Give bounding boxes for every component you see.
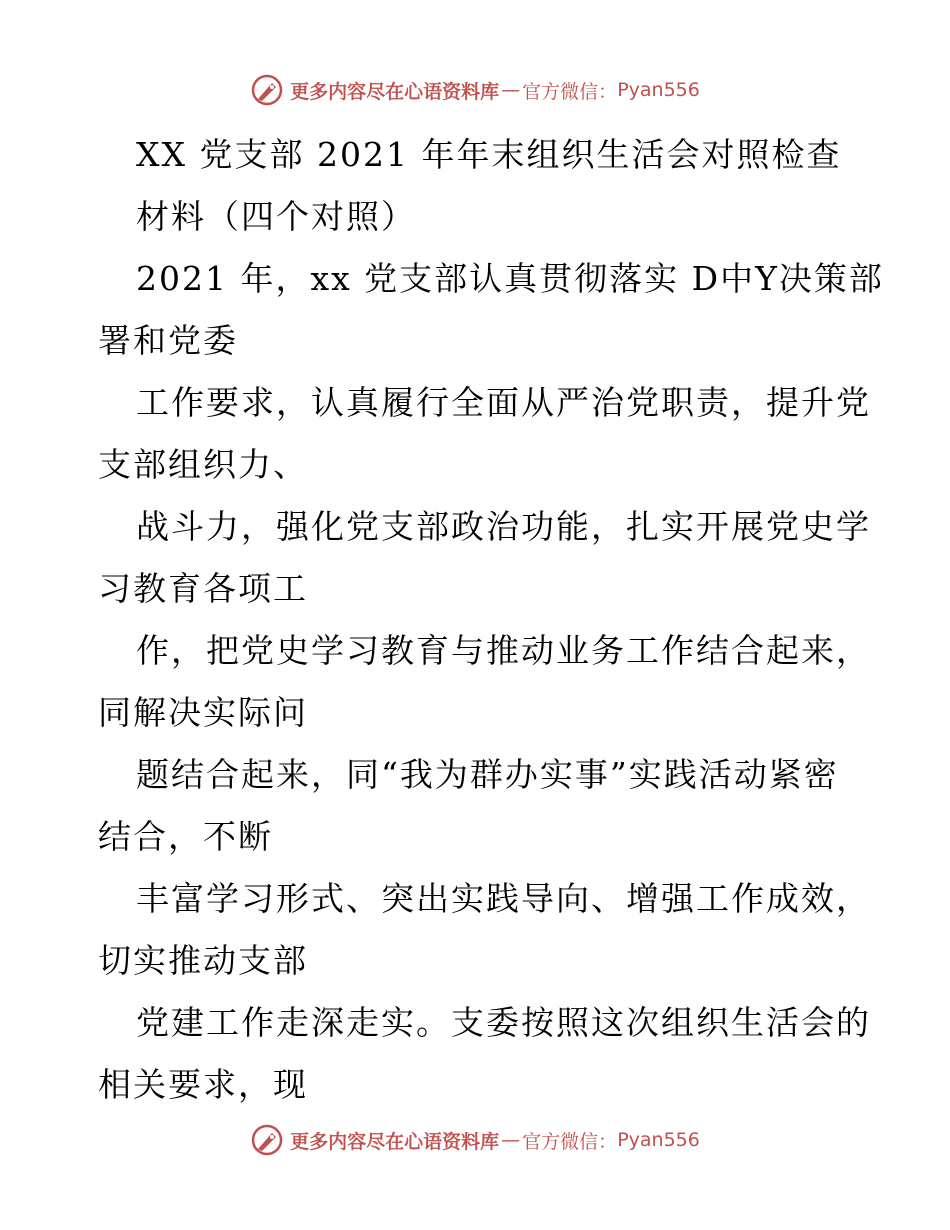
banner-main-text: 更多内容尽在心语资料库 bbox=[290, 1130, 500, 1153]
paragraph-line: 相关要求，现 bbox=[98, 1065, 308, 1104]
pen-nib-logo-icon bbox=[250, 73, 284, 107]
paragraph-line: 党建工作走深走实。支委按照这次组织生活会的 bbox=[136, 1003, 871, 1042]
banner-separator: — bbox=[501, 79, 521, 101]
banner-contact-id: Pyan556 bbox=[617, 79, 700, 101]
banner-contact-label: 官方微信： bbox=[522, 80, 618, 103]
footer-watermark-banner bbox=[0, 1120, 950, 1160]
paragraph-line: 作，把党史学习教育与推动业务工作结合起来， bbox=[136, 631, 871, 670]
paragraph-line: 习教育各项工 bbox=[98, 569, 308, 608]
pen-nib-logo-icon bbox=[250, 1123, 284, 1157]
paragraph-line: 题结合起来，同“我为群办实事”实践活动紧密 bbox=[136, 755, 839, 794]
paragraph-line: 支部组织力、 bbox=[98, 445, 308, 484]
paragraph-line: 同解决实际问 bbox=[98, 693, 308, 732]
document-title-line: 材料（四个对照） bbox=[136, 197, 416, 236]
paragraph-line: 2021 年，xx 党支部认真贯彻落实 D中Y决策部 bbox=[136, 259, 884, 298]
paragraph-line: 丰富学习形式、突出实践导向、增强工作成效， bbox=[136, 879, 871, 918]
document-title-line: XX 党支部 2021 年年末组织生活会对照检查 bbox=[136, 135, 842, 174]
paragraph-line: 战斗力，强化党支部政治功能，扎实开展党史学 bbox=[136, 507, 871, 546]
banner-contact-label: 官方微信： bbox=[522, 1130, 618, 1153]
document-body bbox=[98, 124, 884, 1116]
banner-separator: — bbox=[501, 1129, 521, 1151]
paragraph-line: 切实推动支部 bbox=[98, 941, 308, 980]
paragraph-line: 工作要求，认真履行全面从严治党职责，提升党 bbox=[136, 383, 871, 422]
header-watermark-banner bbox=[0, 70, 950, 110]
banner-main-text: 更多内容尽在心语资料库 bbox=[290, 80, 500, 103]
paragraph-line: 结合，不断 bbox=[98, 817, 273, 856]
banner-contact-id: Pyan556 bbox=[617, 1129, 700, 1151]
paragraph-line: 署和党委 bbox=[98, 321, 238, 360]
